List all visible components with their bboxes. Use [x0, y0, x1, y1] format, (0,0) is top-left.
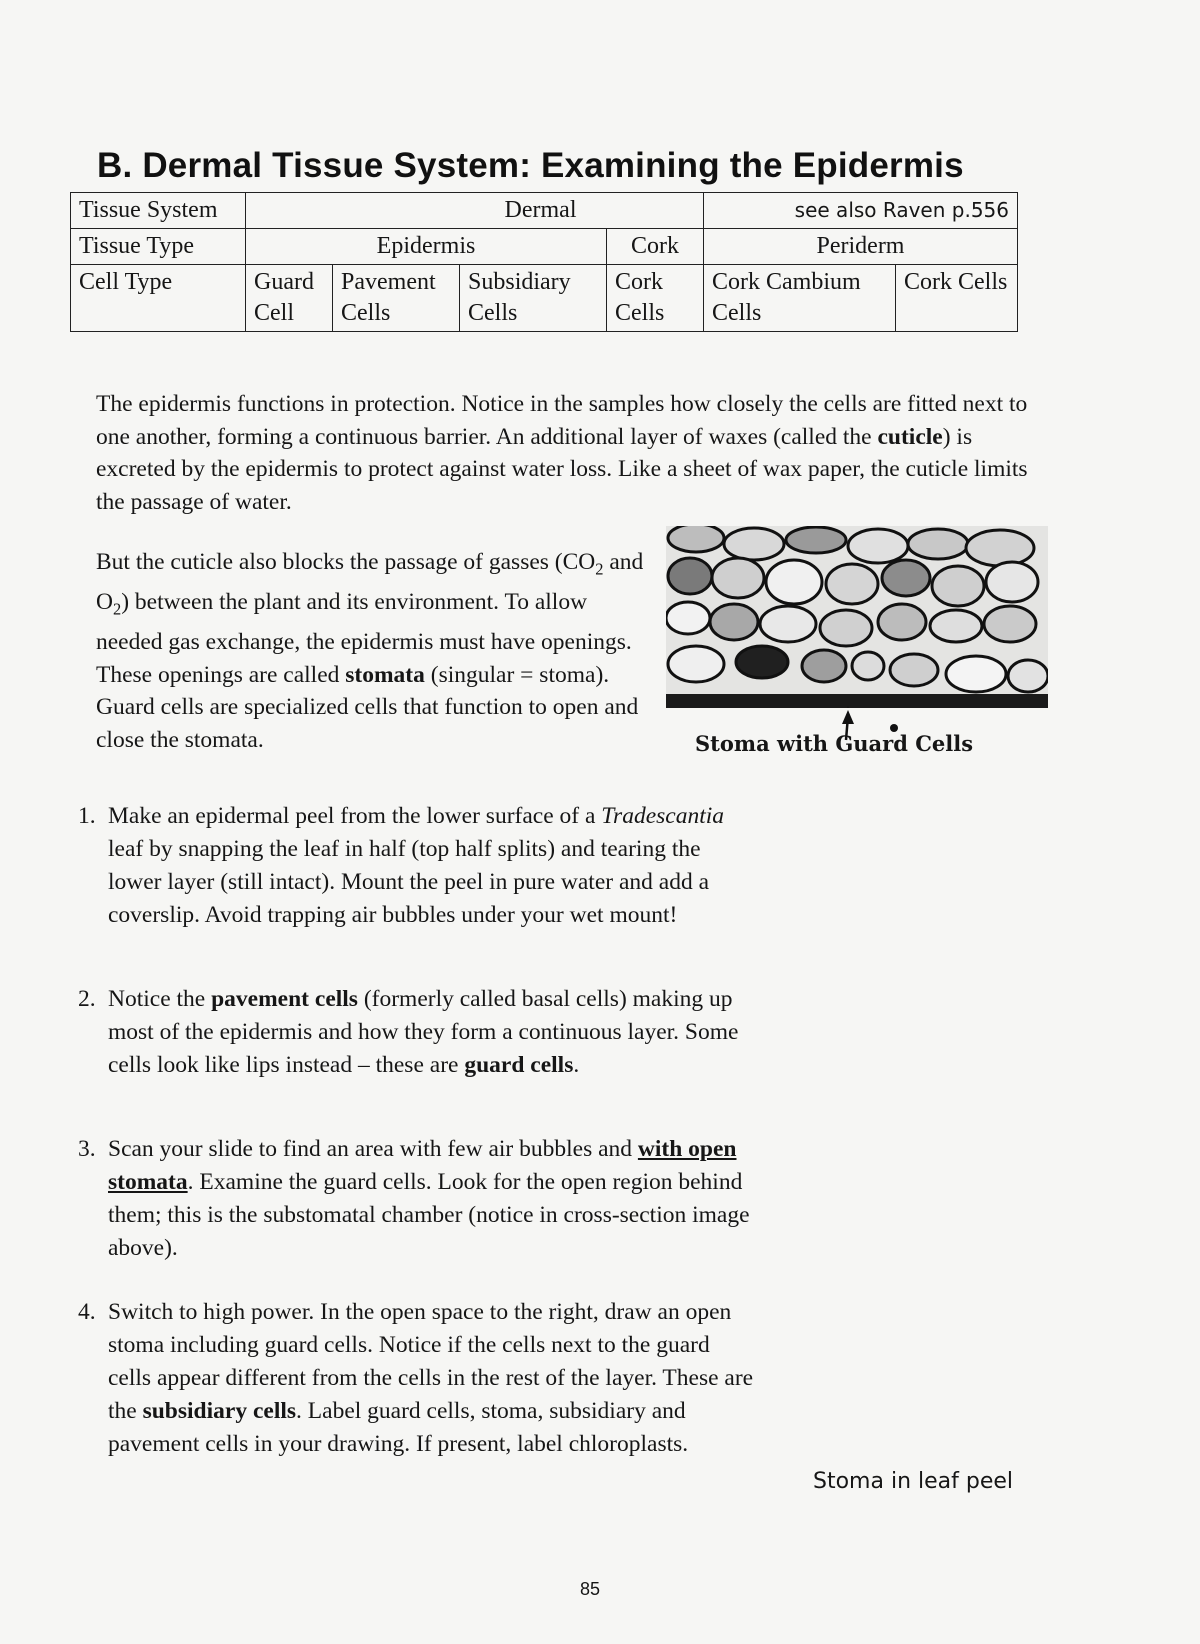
tissue-table: [70, 192, 1018, 332]
reference-note: see also Raven p.556: [704, 193, 1018, 229]
figure-caption: Stoma with Guard Cells: [695, 731, 974, 756]
step-text: [108, 983, 758, 1082]
intro-text: and O: [96, 549, 644, 616]
table-row: [71, 193, 1018, 229]
intro-text: (singular = stoma). Guard cells are specialized cells that function to open and close the stomata.: [96, 661, 639, 753]
step-text-part: Switch to high power. In the open space to the right, draw an open stoma including guard cells. Notice if the cells next to the guard cells appear different from the cells in the rest of the layer. These are the: [108, 1299, 754, 1424]
term-open-stomata: with open stomata: [108, 1136, 737, 1195]
term-tradescantia: Tradescantia: [601, 803, 725, 829]
intro-text: ) is excreted by the epidermis to protect against water loss. Like a sheet of wax paper, the cuticle limits the passage of water.: [96, 423, 1028, 515]
term-cuticle: cuticle: [877, 423, 943, 450]
stoma-micrograph: [666, 526, 1048, 752]
tissue-system-value: Dermal: [246, 193, 704, 229]
cell-type-cork: Cork Cells: [607, 265, 704, 332]
step-text-part: Scan your slide to find an area with few air bubbles and: [108, 1136, 633, 1162]
table-row: [71, 229, 1018, 265]
step-text: [108, 800, 758, 932]
cell-type-guard: Guard Cell: [246, 265, 333, 332]
term-stomata: stomata: [345, 661, 425, 688]
step-text-part: . Examine the guard cells. Look for the open region behind them; this is the substomatal chamber (notice in cross-section image above).: [108, 1169, 750, 1261]
step-text-part: .: [573, 1052, 580, 1078]
drawing-space-label: Stoma in leaf peel: [813, 1469, 1014, 1494]
cell-type-subsidiary: Subsidiary Cells: [460, 265, 607, 332]
page-number: 85: [580, 1579, 601, 1599]
intro-paragraph-2: [96, 546, 644, 756]
tissue-type-epidermis: Epidermis: [246, 229, 607, 265]
tissue-type-periderm: Periderm: [704, 229, 1018, 265]
step-number: 4.: [78, 1299, 96, 1325]
step-number: 3.: [78, 1136, 96, 1162]
row-label-tissue-system: Tissue System: [71, 193, 246, 229]
term-subsidiary-cells: subsidiary cells: [142, 1398, 297, 1424]
section-heading: B. Dermal Tissue System: Examining the Epidermis: [97, 146, 964, 185]
step-text-part: Notice the: [108, 986, 206, 1012]
term-pavement-cells: pavement cells: [211, 986, 358, 1012]
step-text: [108, 1133, 758, 1265]
cell-type-cork-cambium: Cork Cambium Cells: [704, 265, 896, 332]
step-number: 1.: [78, 803, 96, 829]
step-number: 2.: [78, 986, 96, 1012]
step-text-part: leaf by snapping the leaf in half (top half splits) and tearing the lower layer (still intact). Mount the peel in pure water and add a coverslip. Avoid trapping air bubbles under your wet mount!: [108, 836, 709, 928]
step-text-part: . Label guard cells, stoma, subsidiary and pavement cells in your drawing. If present, label chloroplasts.: [108, 1398, 689, 1457]
row-label-cell-type: Cell Type: [71, 265, 246, 332]
subscript: 2: [112, 599, 122, 619]
step-text: [108, 1296, 758, 1461]
intro-paragraph-1: [96, 388, 1031, 518]
row-label-tissue-type: Tissue Type: [71, 229, 246, 265]
tissue-type-cork: Cork: [607, 229, 704, 265]
term-guard-cells: guard cells: [464, 1052, 574, 1078]
cell-type-cork-periderm: Cork Cells: [896, 265, 1018, 332]
table-row: [71, 265, 1018, 332]
intro-text: ) between the plant and its environment. To allow needed gas exchange, the epidermis must have openings. These openings are called: [96, 589, 632, 688]
step-text-part: Make an epidermal peel from the lower surface of a: [108, 803, 596, 829]
intro-text: But the cuticle also blocks the passage of gasses (CO: [96, 549, 596, 575]
subscript: 2: [595, 559, 604, 579]
cell-type-pavement: Pavement Cells: [333, 265, 460, 332]
step-text-part: (formerly called basal cells) making up most of the epidermis and how they form a continuous layer. Some cells look like lips instead – these are: [108, 986, 739, 1078]
intro-text: The epidermis functions in protection. Notice in the samples how closely the cells are fitted next to one another, forming a continuous barrier. An additional layer of waxes (called the: [96, 391, 1028, 450]
